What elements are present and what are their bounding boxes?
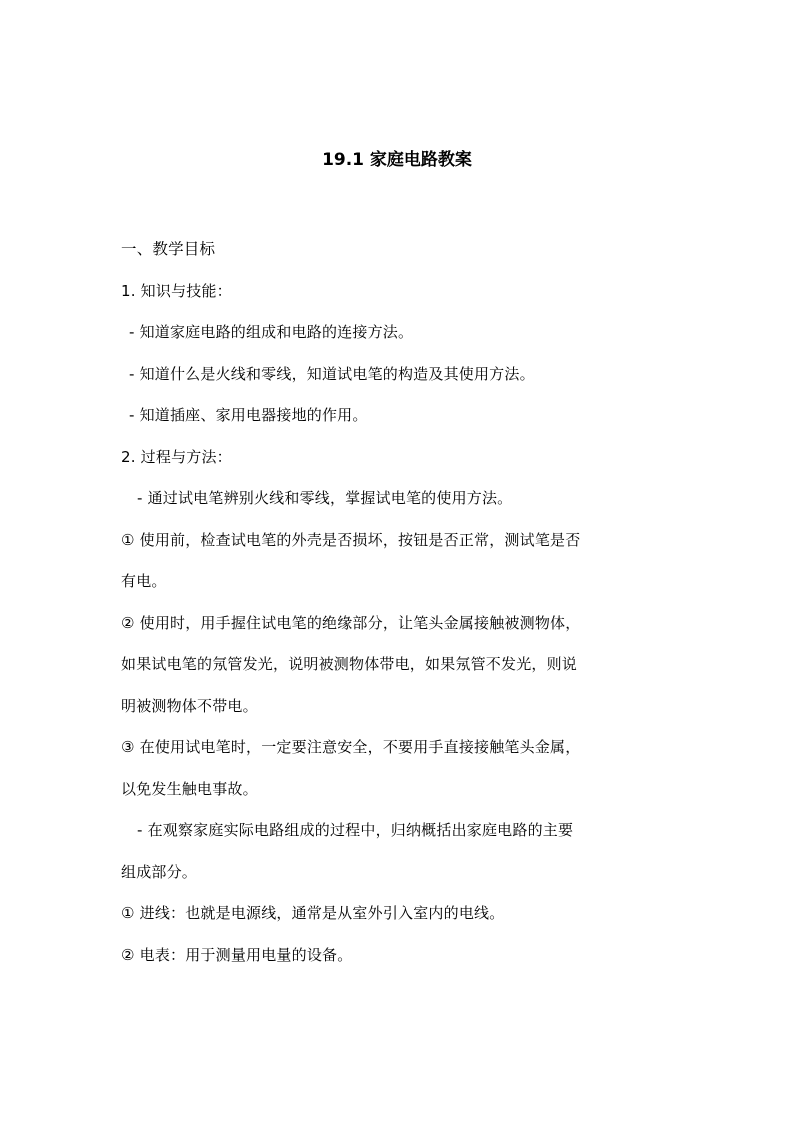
numbered-item-2-continued: 如果试电笔的氖管发光，说明被测物体带电，如果氖管不发光，则说 (121, 655, 578, 673)
numbered-item-2-continued: 明被测物体不带电。 (121, 696, 258, 715)
bullet-item-continued: 组成部分。 (121, 862, 198, 881)
section-heading-teaching-goals: 一、教学目标 (121, 240, 216, 258)
numbered-item-3-continued: 以免发生触电事故。 (121, 779, 258, 798)
document-body (121, 229, 681, 976)
document-title: 19.1 家庭电路教案 (322, 150, 472, 170)
numbered-item-3: ③ 在使用试电笔时，一定要注意安全，不要用手直接接触笔头金属， (121, 738, 581, 756)
numbered-item-2: ② 使用时，用手握住试电笔的绝缘部分，让笔头金属接触被测物体， (121, 613, 581, 632)
bullet-item: - 在观察家庭实际电路组成的过程中，归纳概括出家庭电路的主要 (137, 821, 574, 839)
numbered-item-1-continued: 有电。 (121, 572, 167, 590)
bullet-item: - 知道插座、家用电器接地的作用。 (129, 406, 368, 424)
bullet-item: - 知道家庭电路的组成和电路的连接方法。 (129, 323, 414, 341)
numbered-item-1: ① 使用前，检查试电笔的外壳是否损坏，按钮是否正常，测试笔是否 (121, 530, 581, 549)
bullet-item: - 通过试电笔辨别火线和零线，掌握试电笔的使用方法。 (137, 489, 513, 507)
subheading-knowledge-skills: 1. 知识与技能： (121, 281, 232, 300)
bullet-item: - 知道什么是火线和零线，知道试电笔的构造及其使用方法。 (129, 364, 535, 383)
numbered-item-meter: ② 电表：用于测量用电量的设备。 (121, 945, 353, 964)
subheading-process-method: 2. 过程与方法： (121, 447, 232, 466)
numbered-item-incoming-line: ① 进线：也就是电源线，通常是从室外引入室内的电线。 (121, 904, 505, 922)
